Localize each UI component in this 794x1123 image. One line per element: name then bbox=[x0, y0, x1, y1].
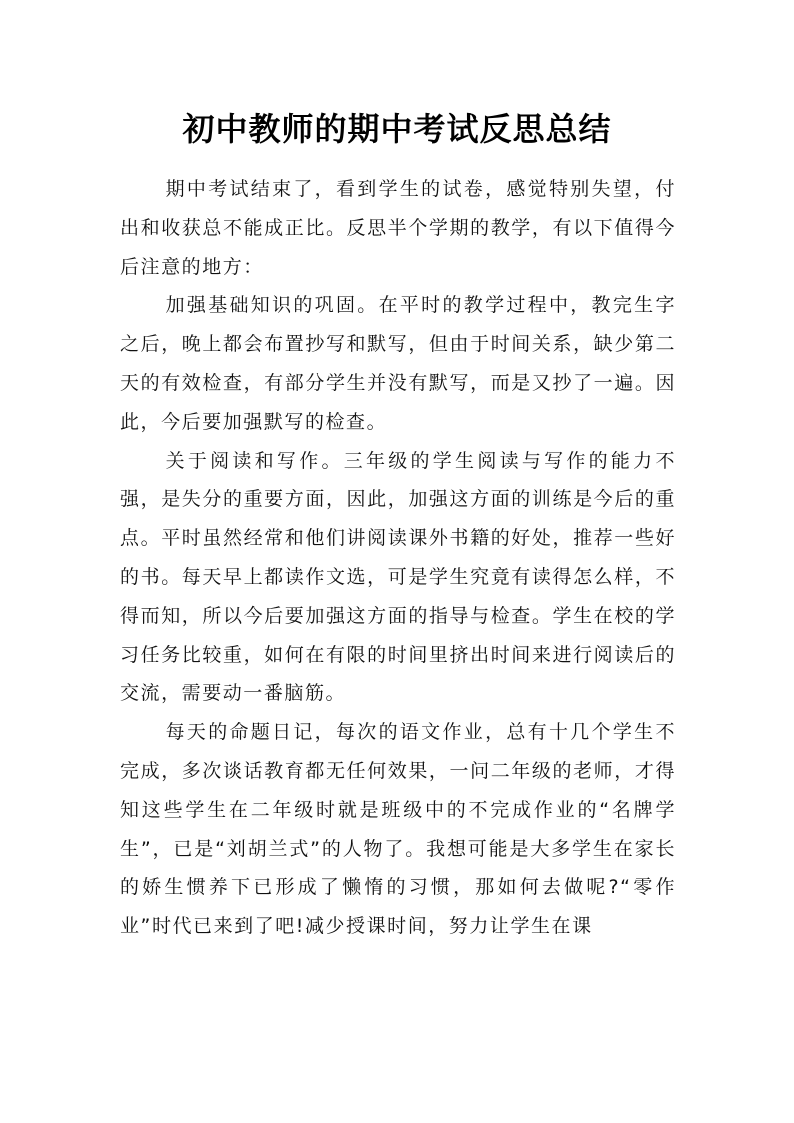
document-body bbox=[120, 170, 676, 946]
document-title: 初中教师的期中考试反思总结 bbox=[182, 110, 612, 148]
paragraph-homework: 每天的命题日记，每次的语文作业，总有十几个学生不完成，多次谈话教育都无任何效果，一问二年级的老师，才得知这些学生在二年级时就是班级中的不完成作业的“名牌学生”，已是“刘胡兰式”的人物了。我想可能是大多学生在家长的娇生惯养下已形成了懒惰的习惯，那如何去做呢?“零作业”时代已来到了吧!减少授课时间，努力让学生在课 bbox=[120, 721, 676, 938]
paragraph-reading-writing: 关于阅读和写作。三年级的学生阅读与写作的能力不强，是失分的重要方面，因此，加强这方面的训练是今后的重点。平时虽然经常和他们讲阅读课外书籍的好处，推荐一些好的书。每天早上都读作文选，可是学生究竟有读得怎么样，不得而知，所以今后要加强这方面的指导与检查。学生在校的学习任务比较重，如何在有限的时间里挤出时间来进行阅读后的交流，需要动一番脑筋。 bbox=[120, 449, 676, 705]
paragraph-exam-reflection: 期中考试结束了，看到学生的试卷，感觉特别失望，付出和收获总不能成正比。反思半个学期的教学，有以下值得今后注意的地方： bbox=[120, 178, 676, 278]
paragraph-basic-knowledge: 加强基础知识的巩固。在平时的教学过程中，教完生字之后，晚上都会布置抄写和默写，但由于时间关系，缺少第二天的有效检查，有部分学生并没有默写，而是又抄了一遍。因此，今后要加强默写的检查。 bbox=[120, 294, 676, 433]
